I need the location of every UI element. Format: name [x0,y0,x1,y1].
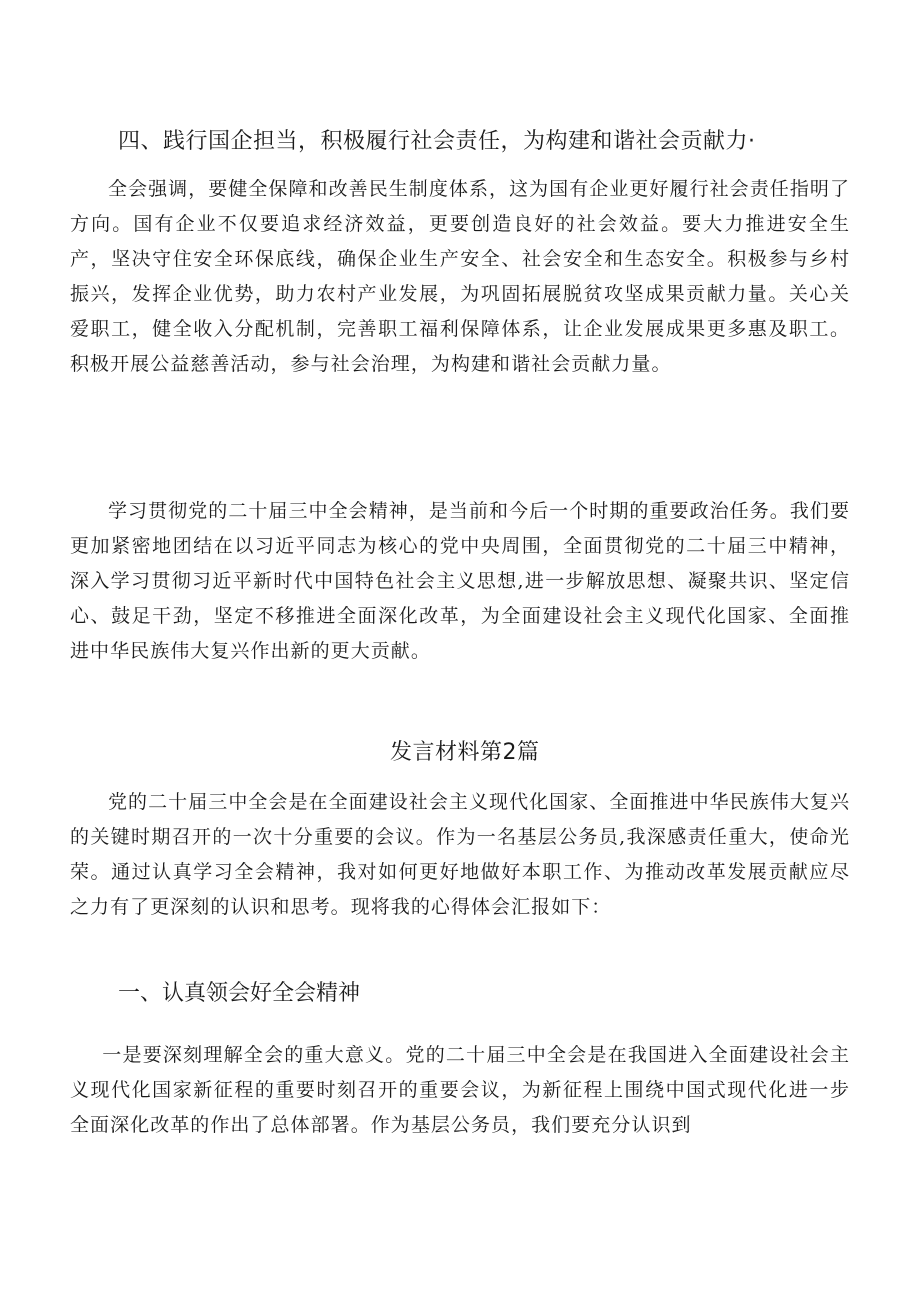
heading-section-one: 一、认真领会好全会精神 [118,981,361,1006]
paragraph-social-responsibility: 全会强调，要健全保障和改善民生制度体系，这为国有企业更好履行社会责任指明了方向。国有企业不仅要追求经济效益，更要创造良好的社会效益。要大力推进安全生产，坚决守住安全环保底线，确保企业生产安全、社会安全和生态安全。积极参与乡村振兴，发挥企业优势，助力农村产业发展，为巩固拓展脱贫攻坚成果贡献力量。关心关爱职工，健全收入分配机制，完善职工福利保障体系，让企业发展成果更多惠及职工。积极开展公益慈善活动，参与社会治理，为构建和谐社会贡献力量。 [70,178,850,375]
paragraph-plenum-intro: 党的二十届三中全会是在全面建设社会主义现代化国家、全面推进中华民族伟大复兴的关键时期召开的一次十分重要的会议。作为一名基层公务员,我深感责任重大，使命光荣。通过认真学习全会精神，我对如何更好地做好本职工作、为推动改革发展贡献应尽之力有了更深刻的认识和思考。现将我的心得体会汇报如下： [70,791,850,918]
paragraph-study-plenum: 学习贯彻党的二十届三中全会精神，是当前和今后一个时期的重要政治任务。我们要更加紧密地团结在以习近平同志为核心的党中央周围，全面贯彻党的二十届三中精神，深入学习贯彻习近平新时代中国特色社会主义思想,进一步解放思想、凝聚共识、坚定信心、鼓足干劲，坚定不移推进全面深化改革，为全面建设社会主义现代化国家、全面推进中华民族伟大复兴作出新的更大贡献。 [70,500,850,662]
heading-section-four: 四、践行国企担当，积极履行社会责任，为构建和谐社会贡献力· [118,129,756,154]
paragraph-understand-significance: 一是要深刻理解全会的重大意义。党的二十届三中全会是在我国进入全面建设社会主义现代化国家新征程的重要时刻召开的重要会议，为新征程上围绕中国式现代化进一步全面深化改革的作出了总体部署。作为基层公务员，我们要充分认识到 [70,1044,850,1136]
article-title: 发言材料第2篇 [390,740,540,765]
